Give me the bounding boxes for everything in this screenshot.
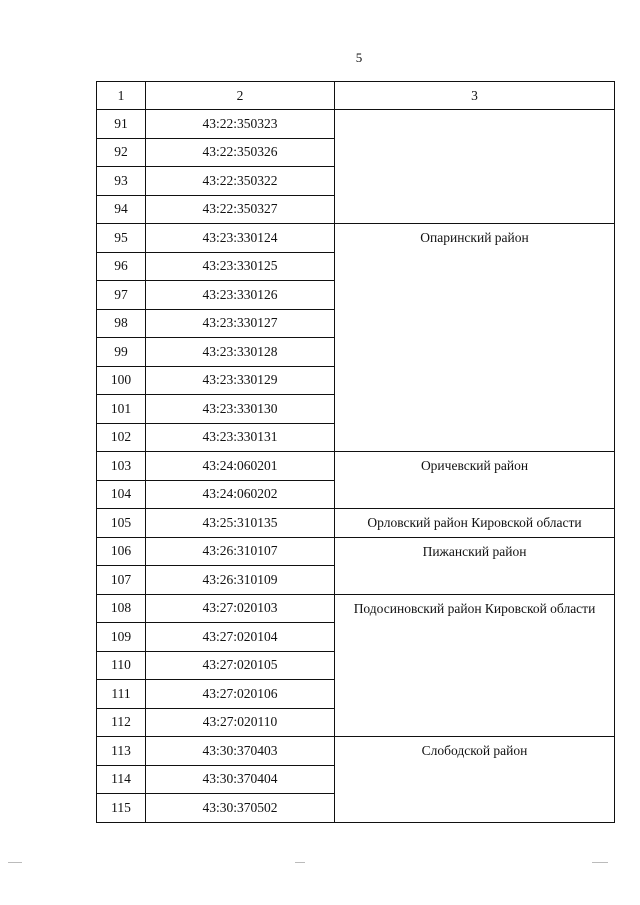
row-number: 105 bbox=[97, 509, 146, 538]
row-number: 115 bbox=[97, 794, 146, 823]
district-name bbox=[335, 110, 615, 224]
district-name: Орловский район Кировской области bbox=[335, 509, 615, 538]
row-number: 113 bbox=[97, 737, 146, 766]
row-number: 99 bbox=[97, 338, 146, 367]
district-name: Опаринский район bbox=[335, 224, 615, 452]
cadastral-number: 43:23:330127 bbox=[146, 309, 335, 338]
cadastral-number: 43:23:330128 bbox=[146, 338, 335, 367]
cadastral-number: 43:25:310135 bbox=[146, 509, 335, 538]
table-row bbox=[97, 452, 615, 481]
cadastral-number: 43:23:330129 bbox=[146, 366, 335, 395]
cadastral-number: 43:27:020105 bbox=[146, 651, 335, 680]
row-number: 112 bbox=[97, 708, 146, 737]
row-number: 108 bbox=[97, 594, 146, 623]
cadastral-number: 43:23:330131 bbox=[146, 423, 335, 452]
row-number: 94 bbox=[97, 195, 146, 224]
row-number: 98 bbox=[97, 309, 146, 338]
cadastral-table bbox=[96, 81, 615, 823]
cadastral-number: 43:30:370403 bbox=[146, 737, 335, 766]
row-number: 114 bbox=[97, 765, 146, 794]
district-name: Слободской район bbox=[335, 737, 615, 823]
row-number: 95 bbox=[97, 224, 146, 253]
cadastral-number: 43:30:370404 bbox=[146, 765, 335, 794]
cadastral-number: 43:23:330130 bbox=[146, 395, 335, 424]
row-number: 92 bbox=[97, 138, 146, 167]
row-number: 104 bbox=[97, 480, 146, 509]
district-name: Подосиновский район Кировской области bbox=[335, 594, 615, 737]
cadastral-number: 43:27:020103 bbox=[146, 594, 335, 623]
cadastral-number: 43:26:310107 bbox=[146, 537, 335, 566]
cadastral-number: 43:22:350323 bbox=[146, 110, 335, 139]
table-row bbox=[97, 737, 615, 766]
row-number: 103 bbox=[97, 452, 146, 481]
table-row bbox=[97, 509, 615, 538]
page-number: 5 bbox=[355, 50, 363, 65]
row-number: 106 bbox=[97, 537, 146, 566]
cadastral-number: 43:23:330124 bbox=[146, 224, 335, 253]
table-row bbox=[97, 110, 615, 139]
column-header: 1 bbox=[97, 82, 146, 110]
district-name: Пижанский район bbox=[335, 537, 615, 594]
table-row bbox=[97, 537, 615, 566]
row-number: 111 bbox=[97, 680, 146, 709]
scan-speck bbox=[295, 862, 305, 863]
row-number: 97 bbox=[97, 281, 146, 310]
table-row bbox=[97, 594, 615, 623]
cadastral-number: 43:22:350326 bbox=[146, 138, 335, 167]
cadastral-number: 43:22:350322 bbox=[146, 167, 335, 196]
row-number: 109 bbox=[97, 623, 146, 652]
scan-speck bbox=[592, 862, 608, 863]
district-name: Оричевский район bbox=[335, 452, 615, 509]
scan-speck bbox=[8, 862, 22, 863]
cadastral-number: 43:24:060202 bbox=[146, 480, 335, 509]
cadastral-number: 43:27:020110 bbox=[146, 708, 335, 737]
row-number: 110 bbox=[97, 651, 146, 680]
table-row bbox=[97, 224, 615, 253]
row-number: 100 bbox=[97, 366, 146, 395]
cadastral-number: 43:27:020106 bbox=[146, 680, 335, 709]
cadastral-number: 43:26:310109 bbox=[146, 566, 335, 595]
cadastral-number: 43:24:060201 bbox=[146, 452, 335, 481]
cadastral-number: 43:23:330125 bbox=[146, 252, 335, 281]
cadastral-number: 43:23:330126 bbox=[146, 281, 335, 310]
row-number: 96 bbox=[97, 252, 146, 281]
cadastral-number: 43:30:370502 bbox=[146, 794, 335, 823]
column-header: 3 bbox=[335, 82, 615, 110]
column-header: 2 bbox=[146, 82, 335, 110]
row-number: 93 bbox=[97, 167, 146, 196]
row-number: 107 bbox=[97, 566, 146, 595]
row-number: 91 bbox=[97, 110, 146, 139]
cadastral-number: 43:27:020104 bbox=[146, 623, 335, 652]
row-number: 101 bbox=[97, 395, 146, 424]
table-header-row bbox=[97, 82, 615, 110]
row-number: 102 bbox=[97, 423, 146, 452]
cadastral-number: 43:22:350327 bbox=[146, 195, 335, 224]
